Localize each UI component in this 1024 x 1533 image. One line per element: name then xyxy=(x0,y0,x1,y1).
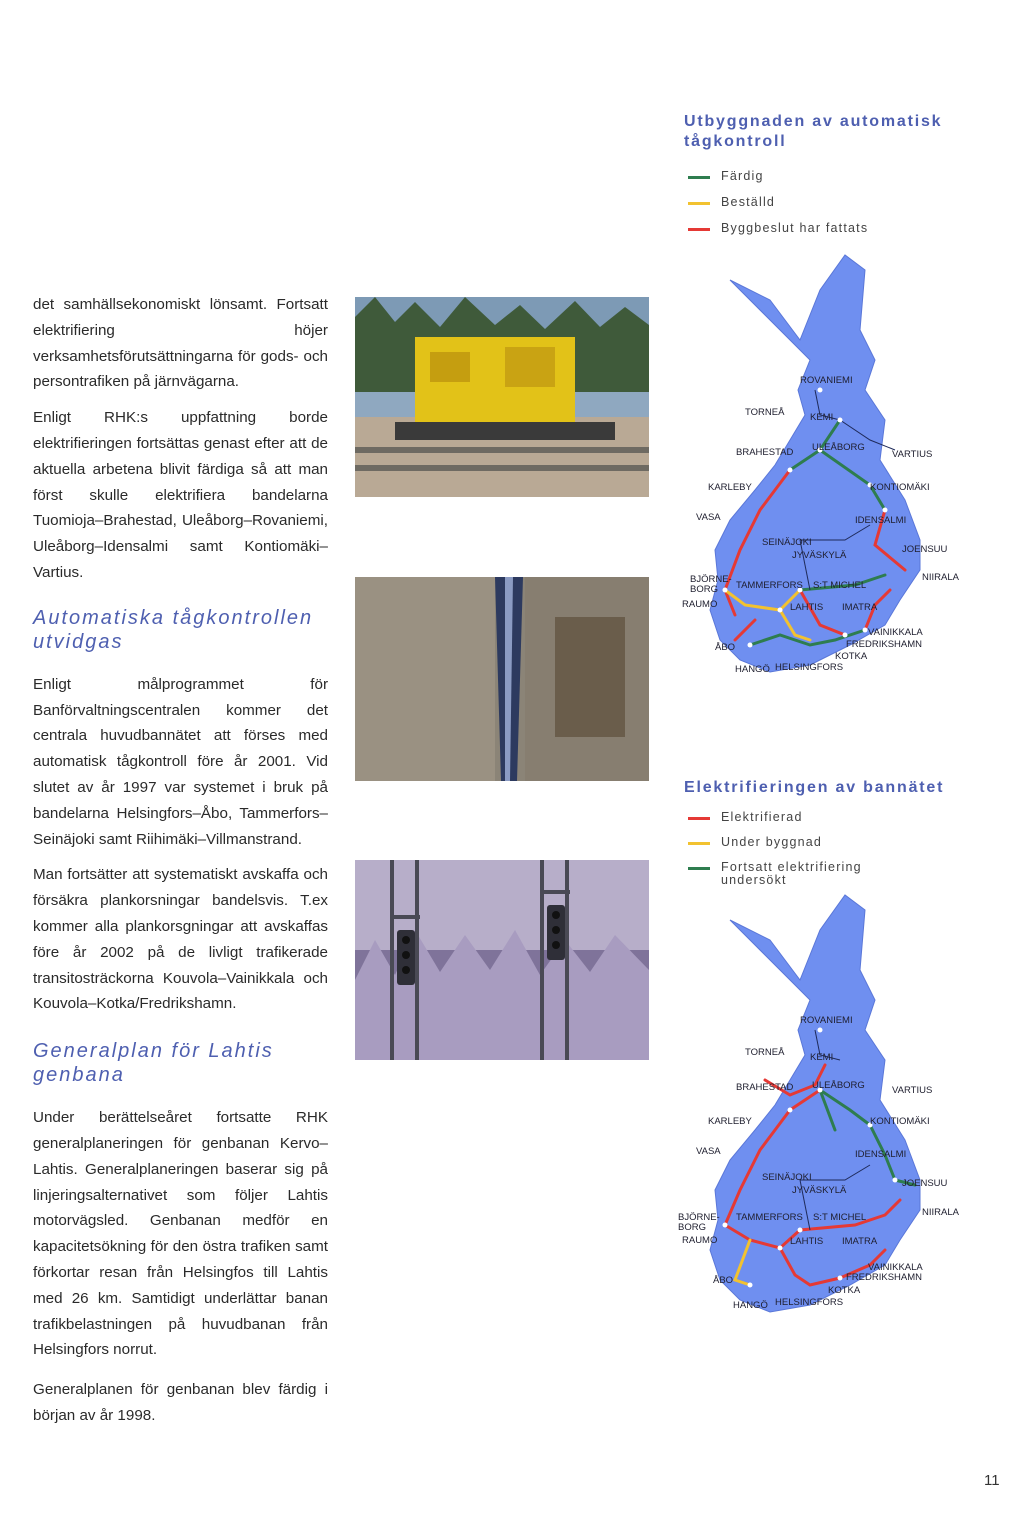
map-label-abo: ÅBO xyxy=(713,1275,734,1286)
photo-rail-closeup xyxy=(355,577,649,781)
map-label-kotka: KOTKA xyxy=(835,651,868,662)
map-label-joensuu: JOENSUU xyxy=(902,1178,948,1189)
legend-swatch-green xyxy=(688,176,710,179)
map-label-helsingfors: HELSINGFORS xyxy=(775,1297,844,1308)
map-label-kemi: KEMI xyxy=(810,412,834,423)
map-label-bjorneborg-1: BJÖRNE- xyxy=(678,1212,720,1223)
map-label-uleaborg: ULEÅBORG xyxy=(812,1080,865,1091)
legend-swatch-yellow xyxy=(688,842,710,845)
map-label-rovaniemi: ROVANIEMI xyxy=(800,375,853,386)
page-number: 11 xyxy=(984,1472,1000,1489)
map-label-stmichel: S:T MICHEL xyxy=(813,1212,867,1223)
paragraph-electrification: Enligt RHK:s uppfattning borde elektrifieringen fortsättas genast efter att de aktuella arbetena blivit färdiga så att man först skulle elektrifiera bandelarna Tuomioja–Brahestad, Uleåborg–Rovaniemi, Uleåborg–Idensalmi samt Kontiomäki–Vartius. xyxy=(33,409,328,581)
map-electrification-finland xyxy=(670,880,970,1320)
photo-track-machine xyxy=(355,297,649,497)
map-label-lahtis: LAHTIS xyxy=(790,602,824,613)
map-label-vartius: VARTIUS xyxy=(892,1085,933,1096)
map-label-lahtis: LAHTIS xyxy=(790,1236,824,1247)
paragraph-intro: det samhällsekonomiskt lönsamt. Fortsatt elektrifiering höjer verksamhetsförutsättningarna för gods- och persontrafiken på järnvägarna. xyxy=(33,296,328,391)
map-label-stmichel: S:T MICHEL xyxy=(813,580,867,591)
map-label-jyvaskyla: JYVÄSKYLÄ xyxy=(792,550,847,561)
map-label-hango: HANGÖ xyxy=(733,1300,768,1311)
legend-swatch-red xyxy=(688,228,710,231)
map-label-bjorneborg-2: BORG xyxy=(678,1222,706,1233)
map-label-fredrikshamn: FREDRIKSHAMN xyxy=(846,639,923,650)
map-label-vartius: VARTIUS xyxy=(892,449,933,460)
legend-swatch-red xyxy=(688,817,710,820)
map-label-bjorneborg-1: BJÖRNE- xyxy=(690,574,732,585)
paragraph-level-crossings: Man fortsätter att systematiskt avskaffa och försäkra plankorsningar bandelsvis. T.ex kommer alla plankorsgningar att avskaffas före år 2002 på de livligt trafikerade transitosträckorna Kouvola–Vainikkala och Kouvola–Kotka/Fredrikshamn. xyxy=(33,866,328,1013)
map-label-kotka: KOTKA xyxy=(828,1285,861,1296)
map-label-kontiomaki: KONTIOMÄKI xyxy=(870,482,930,493)
map-label-vainikkala: VAINIKKALA xyxy=(868,627,923,638)
legend-swatch-green xyxy=(688,867,710,870)
legend-electrification-title: Elektrifieringen av bannätet xyxy=(684,779,945,796)
heading-lahtis: Generalplan för Lahtis genbana xyxy=(33,1040,274,1087)
map-label-joensuu: JOENSUU xyxy=(902,544,948,555)
map-label-tammerfors: TAMMERFORS xyxy=(736,580,803,591)
map-label-kontiomaki: KONTIOMÄKI xyxy=(870,1116,930,1127)
map-label-uleaborg: ULEÅBORG xyxy=(812,442,865,453)
map-label-brahestad: BRAHESTAD xyxy=(736,447,794,458)
map-label-karleby: KARLEBY xyxy=(708,482,752,493)
map-label-raumo: RAUMO xyxy=(682,1235,718,1246)
map-label-imatra: IMATRA xyxy=(842,1236,878,1247)
map-label-niirala: NIIRALA xyxy=(922,572,959,583)
map-label-vainikkala: VAINIKKALA xyxy=(868,1262,923,1273)
map-label-rovaniemi: ROVANIEMI xyxy=(800,1015,853,1026)
map-label-idensalmi: IDENSALMI xyxy=(855,1149,907,1160)
map-label-tornea: TORNEÅ xyxy=(745,1047,785,1058)
paragraph-atc-program: Enligt målprogrammet för Banförvaltningscentralen kommer det centrala huvudbannätet att förses med automatisk tågkontroll före år 2001. Vid slutet av år 1997 var systemet i bruk på bandelarna Helsingfors–Åbo, Tammerfors–Seinäjoki samt Riihimäki–Villmanstrand. xyxy=(33,675,328,848)
map-label-brahestad: BRAHESTAD xyxy=(736,1082,794,1093)
map-label-vasa: VASA xyxy=(696,1146,721,1157)
map-label-niirala: NIIRALA xyxy=(922,1207,959,1218)
map-label-imatra: IMATRA xyxy=(842,602,878,613)
photo-signals-snow xyxy=(355,860,649,1060)
legend-swatch-yellow xyxy=(688,202,710,205)
paragraph-lahtis-done: Generalplanen för genbanan blev färdig i början av år 1998. xyxy=(33,1381,328,1424)
map-label-seinajoki: SEINÄJOKI xyxy=(762,1172,812,1183)
map-label-abo: ÅBO xyxy=(715,642,736,653)
map-label-fredrikshamn: FREDRIKSHAMN xyxy=(846,1272,923,1283)
map-label-helsingfors: HELSINGFORS xyxy=(775,662,844,673)
map-label-kemi: KEMI xyxy=(810,1052,834,1063)
text-column xyxy=(33,292,328,1439)
map-label-bjorneborg-2: BORG xyxy=(690,584,718,595)
map-label-raumo: RAUMO xyxy=(682,599,718,610)
map-label-karleby: KARLEBY xyxy=(708,1116,752,1127)
map-atc-finland xyxy=(670,240,970,680)
map-label-jyvaskyla: JYVÄSKYLÄ xyxy=(792,1185,847,1196)
map-label-tornea: TORNEÅ xyxy=(745,407,785,418)
heading-atc: Automatiska tågkontrollen utvidgas xyxy=(33,606,314,653)
map-label-seinajoki: SEINÄJOKI xyxy=(762,537,812,548)
paragraph-lahtis-plan: Under berättelseåret fortsatte RHK generalplaneringen för genbanan Kervo–Lahtis. Generalplaneringen baserar sig på linjeringsalternativet som följer Lahtis motorvägsled. Genbanan medför en kapacitetsökning för den östra trafiken samt förkortar resan från Helsingfos till Lahtis med 26 km. Samtidigt underlättar banan trafikbelastningen på huvudbanan från Helsingfors norrut. xyxy=(33,1109,328,1359)
map-label-idensalmi: IDENSALMI xyxy=(855,515,907,526)
map-label-hango: HANGÖ xyxy=(735,664,770,675)
map-label-vasa: VASA xyxy=(696,512,721,523)
map-label-tammerfors: TAMMERFORS xyxy=(736,1212,803,1223)
legend-atc-title: Utbyggnaden av automatisk tågkontroll xyxy=(684,113,943,150)
